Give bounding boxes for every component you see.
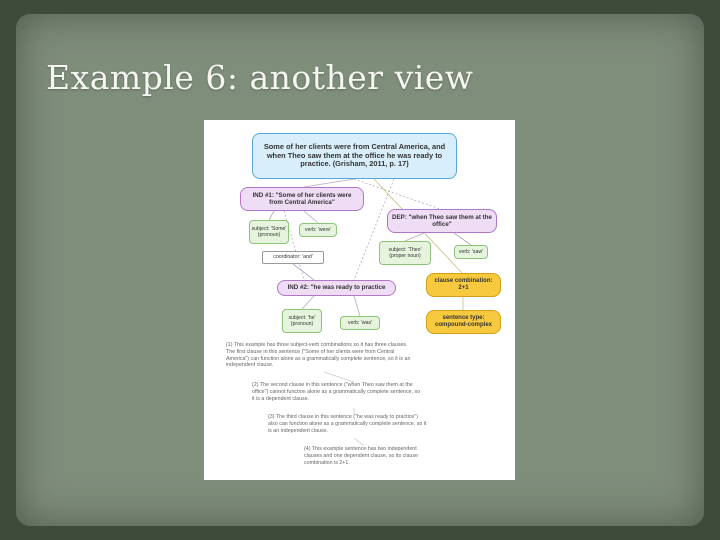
- full-sentence-node: Some of her clients were from Central America, and when Theo saw them at the office he was ready to practice. (Grisham, 2011, p. 17): [252, 133, 457, 179]
- connector-ind2-s3: [302, 296, 314, 309]
- connector-ind1-s1: [269, 211, 274, 220]
- explanation-note-2: (2) The second clause in this sentence ("when Theo saw them at the office") cannot function alone as a grammatically complete sentence, so it is a dependent clause.: [252, 382, 421, 402]
- explanation-note-1: (1) This example has three subject-verb combinations so it has three clauses. The first clause in this sentence ("Some of her clients were from Central America") can function alone as a grammatically complete sentence, so it is an independent clause.: [226, 342, 411, 369]
- connector-note1-note2: [324, 372, 354, 382]
- connector-dep-v2: [454, 233, 471, 245]
- verb-1-node: verb: 'were': [299, 223, 337, 237]
- clause-combination-node: clause combination: 2+1: [426, 273, 501, 297]
- verb-3-node: verb: 'was': [340, 316, 380, 330]
- connector-ind1-v1: [304, 211, 318, 223]
- connector-dep-s2: [405, 233, 424, 241]
- explanation-note-3: (3) The third clause in this sentence ("he was ready to practice") also can function alone as a grammatically complete sentence, so it is an independent clause.: [268, 414, 427, 434]
- sentence-diagram-figure: [204, 120, 515, 480]
- slide-title: Example 6: another view: [46, 58, 474, 97]
- connector-main-ind1: [304, 179, 354, 187]
- dependent-clause-node: DEP: "when Theo saw them at the office": [387, 209, 497, 233]
- connector-main-dep: [354, 179, 440, 209]
- sentence-type-node: sentence type: compound-complex: [426, 310, 501, 334]
- coordinator-node: coordinator: 'and': [262, 251, 324, 264]
- independent-clause-1-node: IND #1: "Some of her clients were from Central America": [240, 187, 364, 211]
- connector-ind2-v3: [354, 296, 360, 316]
- subject-3-node: subject: 'he' (pronoun): [282, 309, 322, 333]
- explanation-note-4: (4) This example sentence has two independent clauses and one dependent clause, so its clause combination is 2+1.: [304, 446, 418, 466]
- connector-note3-note4: [354, 438, 364, 446]
- subject-1-node: subject: 'Some' (pronoun): [249, 220, 289, 244]
- verb-2-node: verb: 'saw': [454, 245, 488, 259]
- subject-2-node: subject: 'Theo' (proper noun): [379, 241, 431, 265]
- independent-clause-2-node: IND #2: "he was ready to practice: [277, 280, 396, 296]
